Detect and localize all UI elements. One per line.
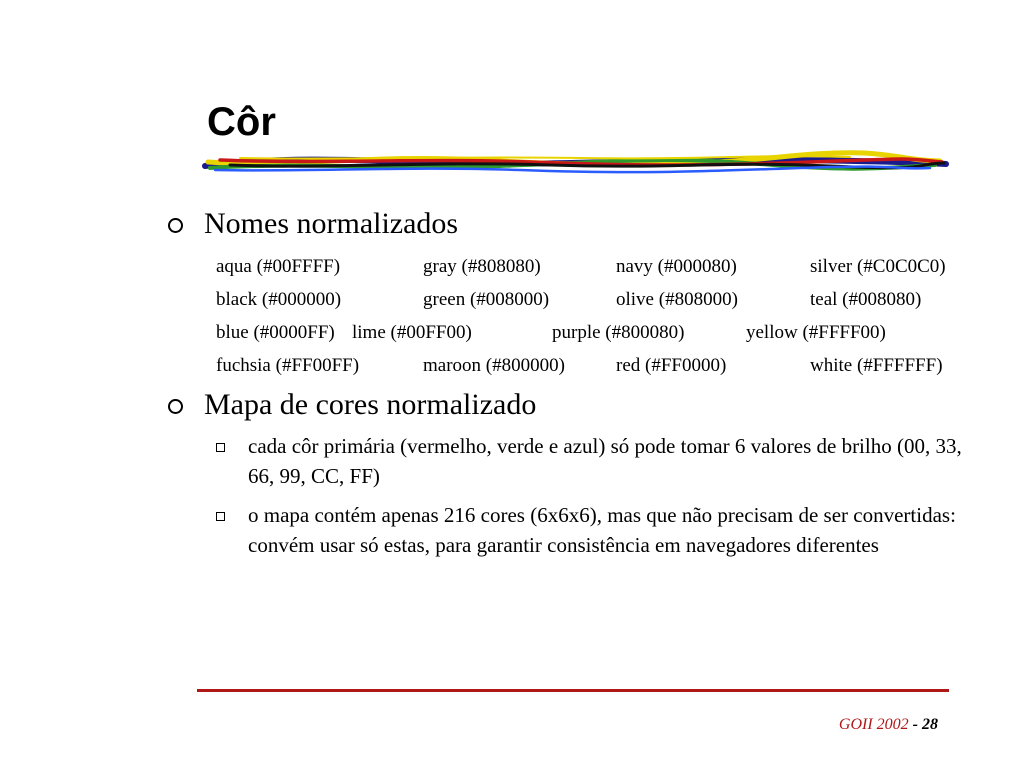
slide-footer	[839, 716, 938, 734]
sub-bullet-brilho	[216, 431, 986, 491]
color-name-cell: green (#008000)	[423, 289, 550, 310]
color-name-cell: navy (#000080)	[616, 256, 737, 277]
color-name-cell: yellow (#FFFF00)	[746, 322, 886, 343]
color-name-cell: white (#FFFFFF)	[810, 355, 943, 376]
bullet-mapa-de-cores	[168, 388, 536, 422]
color-name-cell: teal (#008080)	[810, 289, 922, 310]
color-name-cell: red (#FF0000)	[616, 355, 727, 376]
slide-title: Côr	[207, 100, 276, 144]
footer-page-number: 28	[922, 716, 938, 733]
color-name-cell: purple (#800080)	[552, 322, 685, 343]
color-name-cell: blue (#0000FF)	[216, 322, 335, 343]
footer-separator: -	[912, 716, 918, 733]
hollow-circle-bullet-icon	[168, 399, 183, 414]
hollow-square-bullet-icon	[216, 512, 225, 521]
color-name-cell: silver (#C0C0C0)	[810, 256, 946, 277]
footer-divider	[197, 689, 949, 692]
color-name-cell: black (#000000)	[216, 289, 342, 310]
sub-bullet-text: o mapa contém apenas 216 cores (6x6x6), mas que não precisam de ser convertidas: convém usar só estas, para garantir consistência em navegadores diferentes	[248, 503, 956, 557]
footer-course: GOII 2002	[838, 716, 909, 733]
color-name-cell: olive (#808000)	[616, 289, 738, 310]
bullet-nomes-normalizados	[168, 207, 458, 241]
bullet-label: Nomes normalizados	[204, 207, 459, 240]
color-name-cell: gray (#808080)	[423, 256, 541, 277]
sub-bullet-text: cada côr primária (vermelho, verde e azul) só pode tomar 6 valores de brilho (00, 33, 66, 99, CC, FF)	[248, 434, 962, 488]
color-name-cell: aqua (#00FFFF)	[216, 256, 341, 277]
color-name-cell: lime (#00FF00)	[352, 322, 472, 343]
color-name-cell: fuchsia (#FF00FF)	[216, 355, 360, 376]
bullet-label: Mapa de cores normalizado	[204, 388, 537, 421]
brush-stroke-divider	[200, 148, 950, 182]
hollow-square-bullet-icon	[216, 443, 225, 452]
color-name-cell: maroon (#800000)	[423, 355, 565, 376]
hollow-circle-bullet-icon	[168, 218, 183, 233]
sub-bullet-216-cores	[216, 500, 986, 560]
